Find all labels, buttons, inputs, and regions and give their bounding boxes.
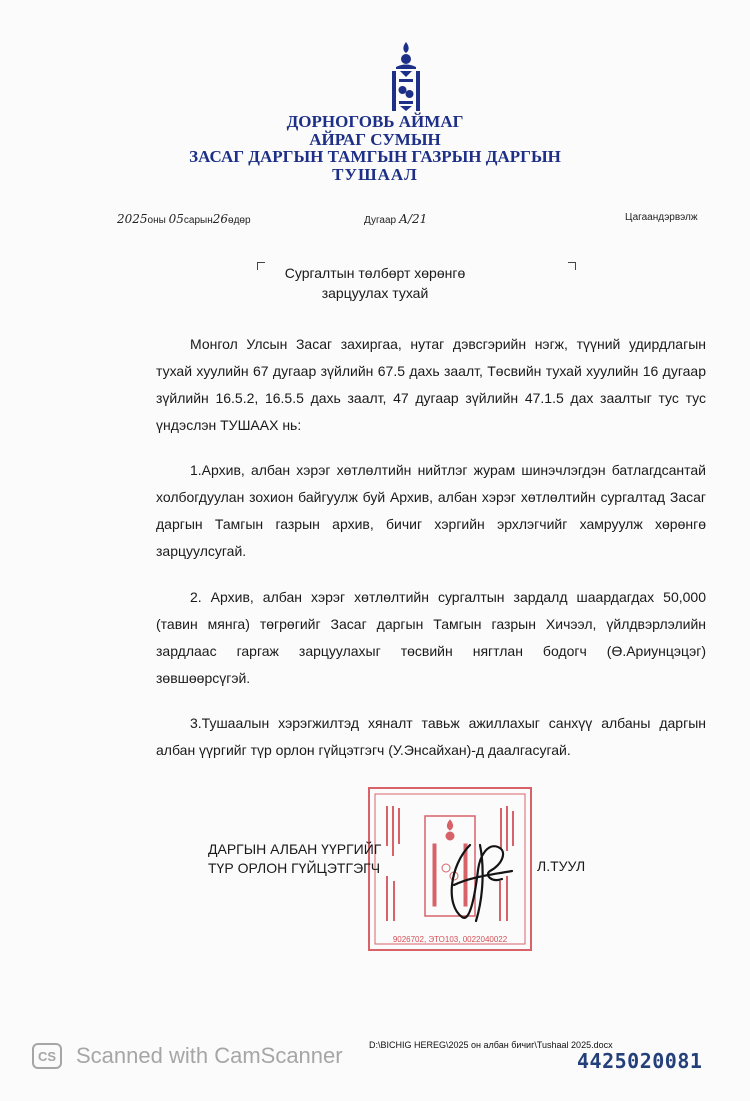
document-subject: [0, 263, 750, 303]
signatory-position-line-2: ТҮР ОРЛОН ГҮЙЦЭТГЭГЧ: [208, 860, 381, 876]
subject-line-1: Сургалтын төлбөрт хөрөнгө: [284, 265, 466, 281]
handwritten-signature: [440, 825, 520, 925]
date-day: 26: [212, 212, 229, 226]
soyombo-emblem-icon: [386, 40, 426, 116]
preamble-paragraph: Монгол Улсын Засаг захиргаа, нутаг дэвсгэрийн нэгж, түүний удирдлагын тухай хуулийн 67 дугаар зүйлийн 67.5 дахь заалт, Төсвийн тухай хуулийн 16 дугаар зүйлийн 16.5.2, 16.5.5 дахь заалт, 47 дугаар зүйлийн 47.1.5 дах заалтыг тус тус үндэслэн ТУШААХ нь:: [156, 336, 706, 433]
number-value: А/21: [398, 212, 428, 226]
document-number: [364, 212, 427, 226]
camscanner-watermark: Scanned with CamScanner: [76, 1043, 343, 1068]
letterhead-doc-type: ТУШААЛ: [332, 165, 418, 184]
letterhead-province: ДОРНОГОВЬ АЙМАГ: [286, 112, 464, 131]
order-item-3: 3.Тушаалын хэрэгжилтэд хяналт тавьж ажиллахыг санхүү албаны даргын албан үүргийг түр орлон гүйцэтгэгч (У.Энсайхан)-д даалгасугай.: [156, 715, 706, 758]
camscanner-logo-icon: [32, 1043, 62, 1069]
letterhead-sum: АЙРАГ СУМЫН: [309, 130, 441, 149]
number-label: Дугаар: [364, 215, 397, 226]
file-path: D:\BICHIG HEREG\2025 он албан бичиг\Tushaal 2025.docx: [369, 1040, 613, 1050]
stamp-text: 9026702, ЭТО103, 0022040022: [392, 935, 508, 944]
document-city: Цагаандэрвэлж: [625, 212, 698, 223]
date-year-suffix: оны: [147, 215, 166, 226]
date-month: 05: [168, 212, 184, 226]
subject-line-2: зарцуулах тухай: [321, 285, 429, 301]
order-item-1: 1.Архив, албан хэрэг хөтлөлтийн нийтлэг журам шинэчлэгдэн батлагдсантай холбогдуулан зохион байгуулж буй Архив, албан хэрэг хөтлөлтийн сургалтад Засаг даргын Тамгын газрын архив, бичиг хэргийн эрхлэгчийг хамруулж хөрөнгө зарцуулсугай.: [156, 462, 706, 559]
document-date: [117, 212, 251, 226]
registration-number: 4425020081: [577, 1049, 703, 1073]
order-item-2: 2. Архив, албан хэрэг хөтлөлтийн сургалтын зардалд шаардагдах 50,000 (тавин мянга) төгрөгийг Засаг даргын Тамгын газрын Хичээл, үйлдвэрлэлийн зардлаас гаргаж зарцуулахыг төсвийн нягтлан бодогч (Ө.Ариунцэцэг) зөвшөөрсүгэй.: [156, 589, 706, 686]
camscanner-logo-text: CS: [37, 1049, 57, 1064]
date-month-suffix: сарын: [183, 215, 213, 226]
date-year: 2025: [117, 212, 148, 226]
date-day-suffix: өдөр: [228, 215, 251, 226]
letterhead-office: ЗАСАГ ДАРГЫН ТАМГЫН ГАЗРЫН ДАРГЫН: [189, 147, 561, 166]
signatory-position-line-1: ДАРГЫН АЛБАН ҮҮРГИЙГ: [208, 841, 382, 857]
signatory-name: Л.ТУУЛ: [537, 858, 586, 874]
signatory-position: [208, 840, 381, 878]
